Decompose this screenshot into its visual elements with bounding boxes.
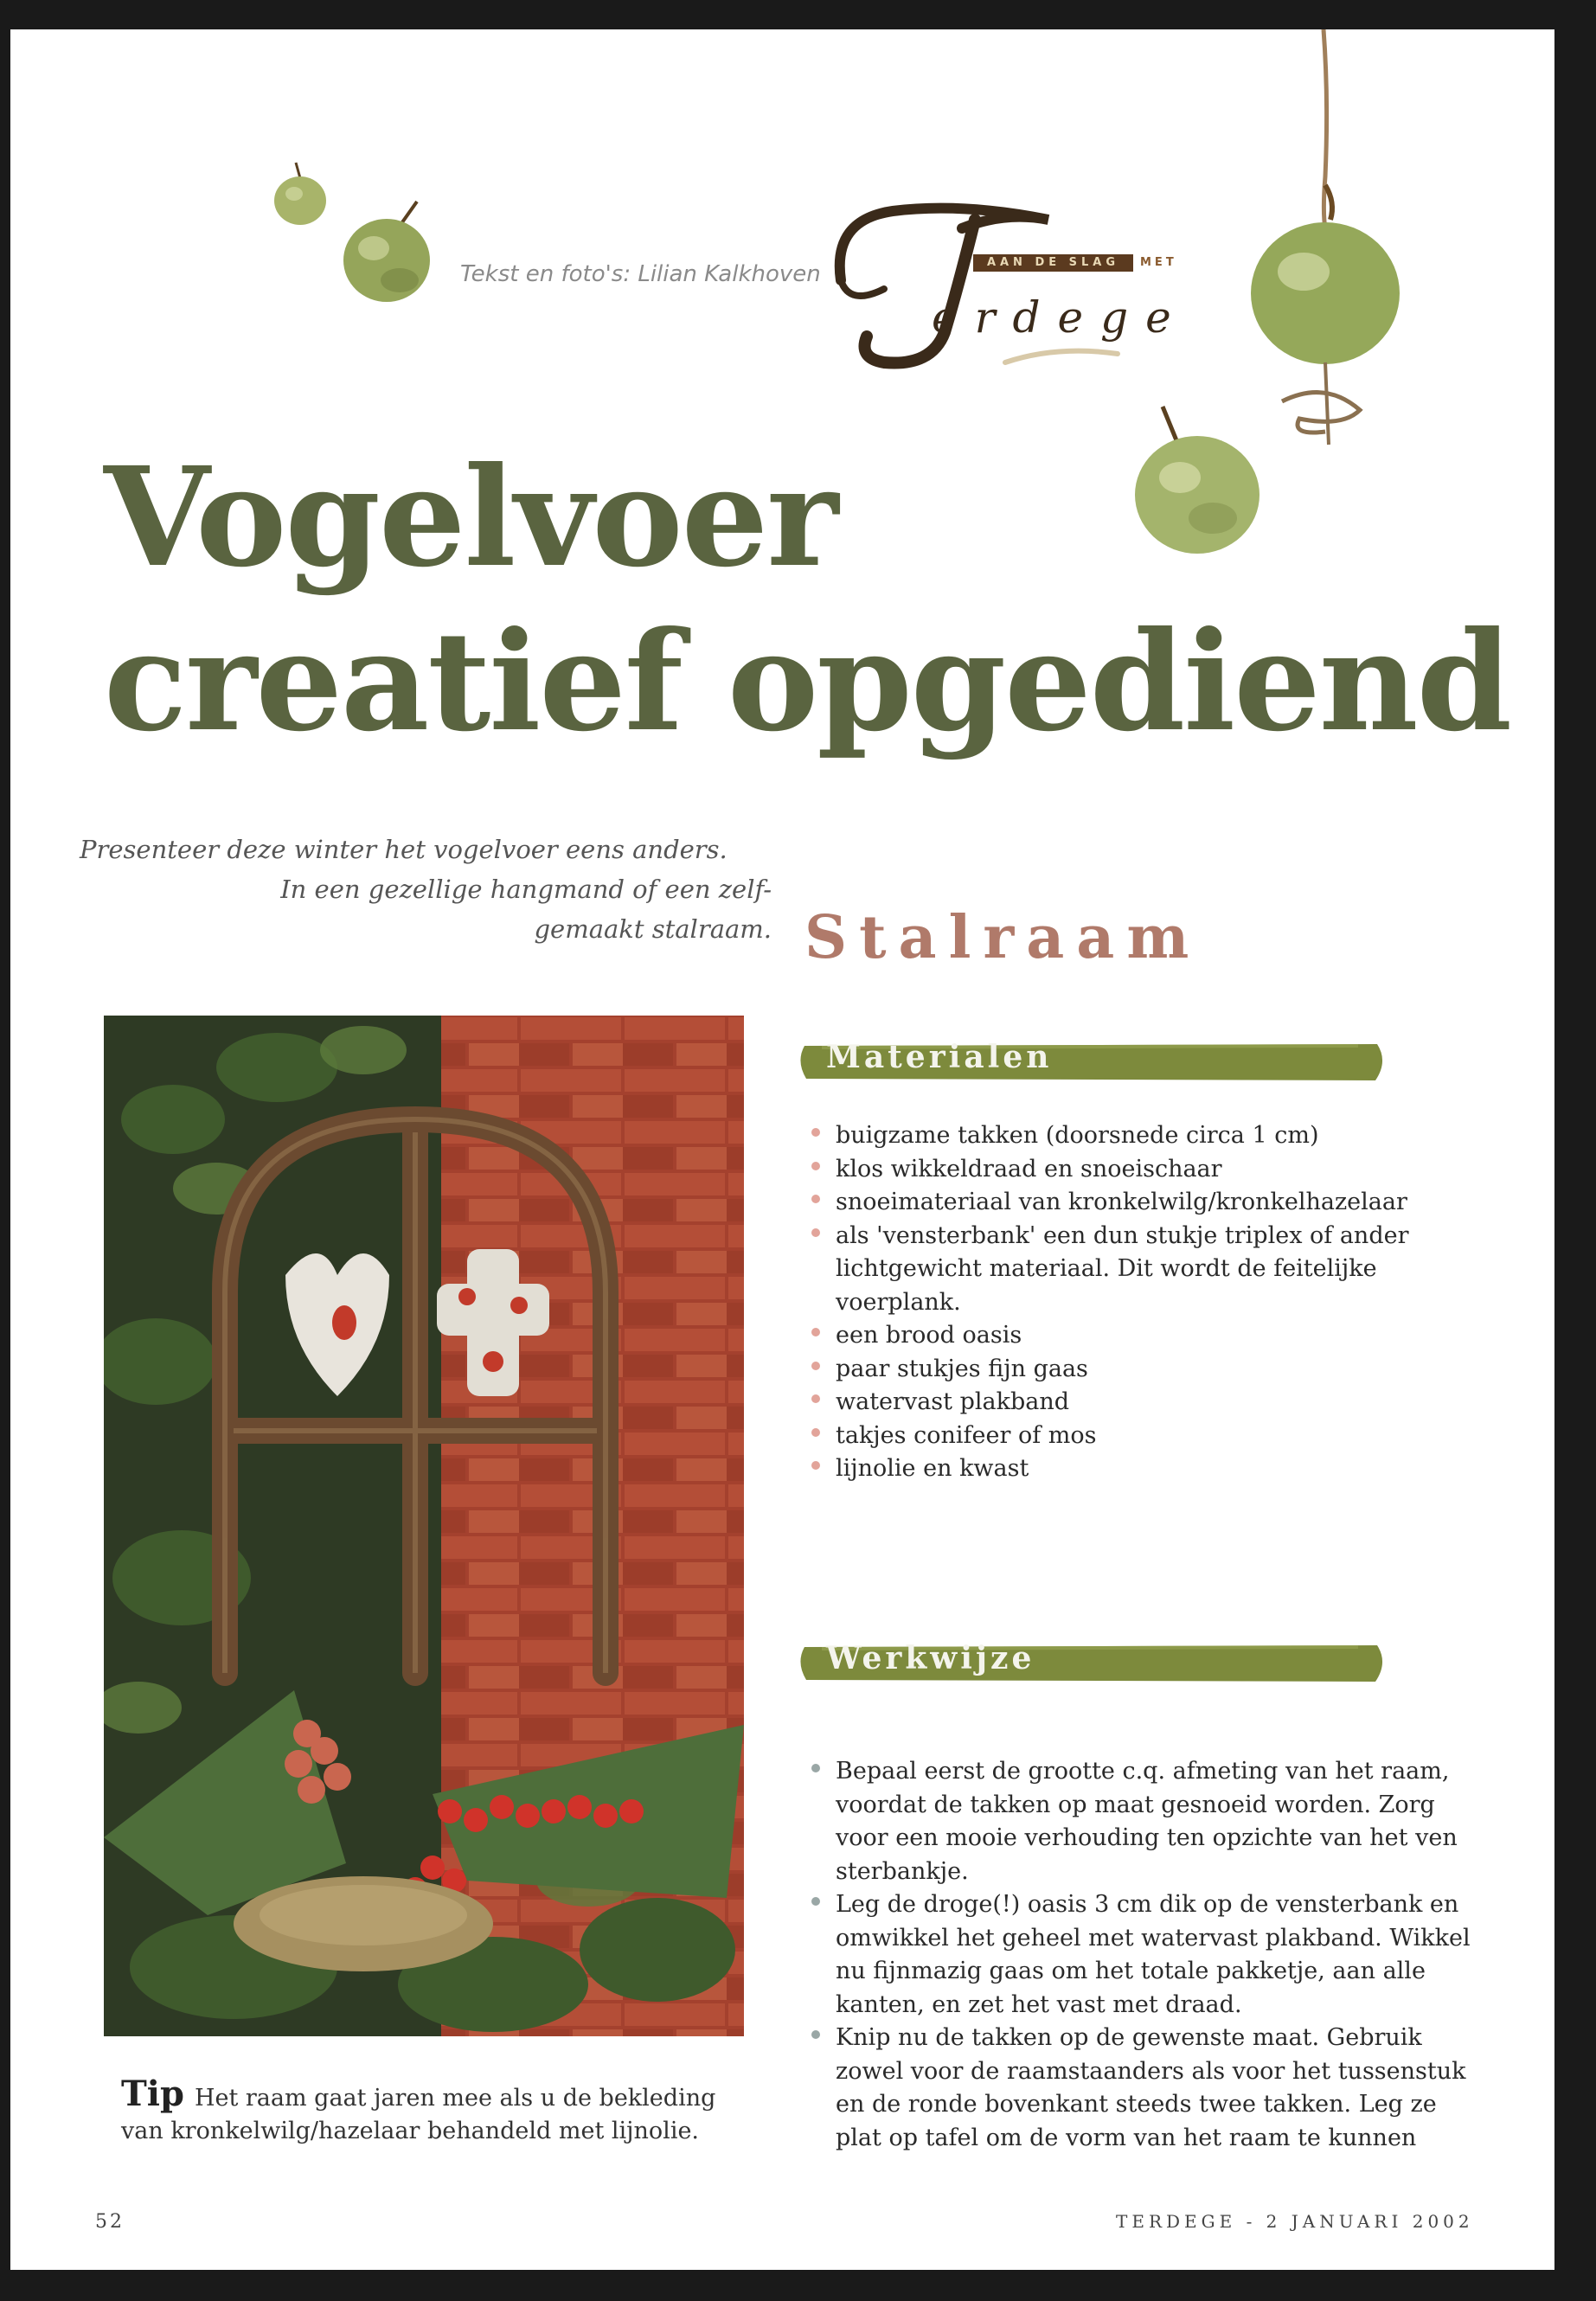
bullet-icon <box>811 1897 820 1906</box>
method-heading: Werkwijze <box>826 1640 1035 1676</box>
tip-text: Het raam gaat jaren mee als u de bekleding van kronkelwilg/hazelaar behandeld met lijnolie. <box>121 2085 716 2144</box>
intro-text <box>80 830 772 949</box>
list-item: takjes conifeer of mos <box>804 1420 1427 1453</box>
apple-medium-image <box>335 198 439 306</box>
list-item: buigzame takken (doorsnede circa 1 cm) <box>804 1119 1427 1153</box>
list-item: watervast plakband <box>804 1386 1427 1420</box>
list-item: een brood oasis <box>804 1319 1427 1353</box>
list-item: Leg de droge(!) oasis 3 cm dik op de vensterbank en omwikkel het geheel met watervast plakband. Wikkel nu fijnmazig gaas om het totale pakketje, aan alle kanten, en zet het vast met draad. <box>804 1888 1488 2022</box>
bullet-icon <box>811 1162 820 1170</box>
method-banner <box>787 1638 1393 1687</box>
page-title <box>104 436 1510 765</box>
list-item: klos wikkeldraad en snoeischaar <box>804 1153 1427 1187</box>
list-item: Bepaal eerst de grootte c.q. afmeting van het raam, voordat de takken op maat gesnoeid worden. Zorg voor een mooie verhouding ten opzichte van het ven sterbankje. <box>804 1755 1488 1888</box>
intro-line-3: gemaakt stalraam. <box>534 914 772 944</box>
bullet-icon <box>811 1764 820 1772</box>
terdege-logo-mark <box>789 168 1187 393</box>
bullet-icon <box>811 1394 820 1403</box>
bullet-icon <box>811 2030 820 2039</box>
tip-box <box>121 2073 727 2148</box>
bullet-icon <box>811 1228 820 1237</box>
list-item: paar stukjes fijn gaas <box>804 1353 1427 1387</box>
stalraam-photo <box>104 1016 744 2036</box>
magazine-page <box>10 29 1554 2270</box>
title-line-2: creatief opgediend <box>104 602 1511 762</box>
bullet-icon <box>811 1195 820 1203</box>
section-title: Stalraam <box>804 903 1202 972</box>
bullet-icon <box>811 1328 820 1336</box>
publication-footer: TERDEGE - 2 JANUARI 2002 <box>1116 2211 1474 2232</box>
apple-small-image <box>270 159 330 228</box>
bullet-icon <box>811 1461 820 1470</box>
materials-heading: Materialen <box>826 1039 1053 1075</box>
title-line-1: Vogelvoer <box>104 438 837 598</box>
apple-hanging-image <box>1239 29 1412 453</box>
intro-line-2: In een gezellige hangmand of een zelf- <box>280 875 772 904</box>
logo-met: MET <box>1140 256 1177 269</box>
method-list <box>804 1755 1488 2155</box>
materials-list <box>804 1119 1427 1486</box>
intro-line-1: Presenteer deze winter het vogelvoer eens anders. <box>80 835 727 864</box>
bullet-icon <box>811 1428 820 1437</box>
list-item: als 'vensterbank' een dun stukje triplex of ander lichtgewicht materiaal. Dit wordt de feitelijke voerplank. <box>804 1220 1427 1320</box>
page-number: 52 <box>95 2211 125 2233</box>
photo-credit: Tekst en foto's: Lilian Kalkhoven <box>460 261 821 287</box>
materials-banner <box>787 1037 1393 1086</box>
bullet-icon <box>811 1362 820 1370</box>
list-item: Knip nu de takken op de gewenste maat. Gebruik zowel voor de raamstaanders als voor het tussenstuk en de ronde bovenkant steeds twee takken. Leg ze plat op tafel om de vorm van het raam te kunnen <box>804 2022 1488 2155</box>
list-item: lijnolie en kwast <box>804 1452 1427 1486</box>
logo-word: erdege <box>932 292 1189 343</box>
logo-badge: AAN DE SLAG <box>973 254 1133 272</box>
list-item: snoeimateriaal van kronkelwilg/kronkelhazelaar <box>804 1186 1427 1220</box>
tip-label: Tip <box>121 2073 184 2114</box>
bullet-icon <box>811 1128 820 1137</box>
